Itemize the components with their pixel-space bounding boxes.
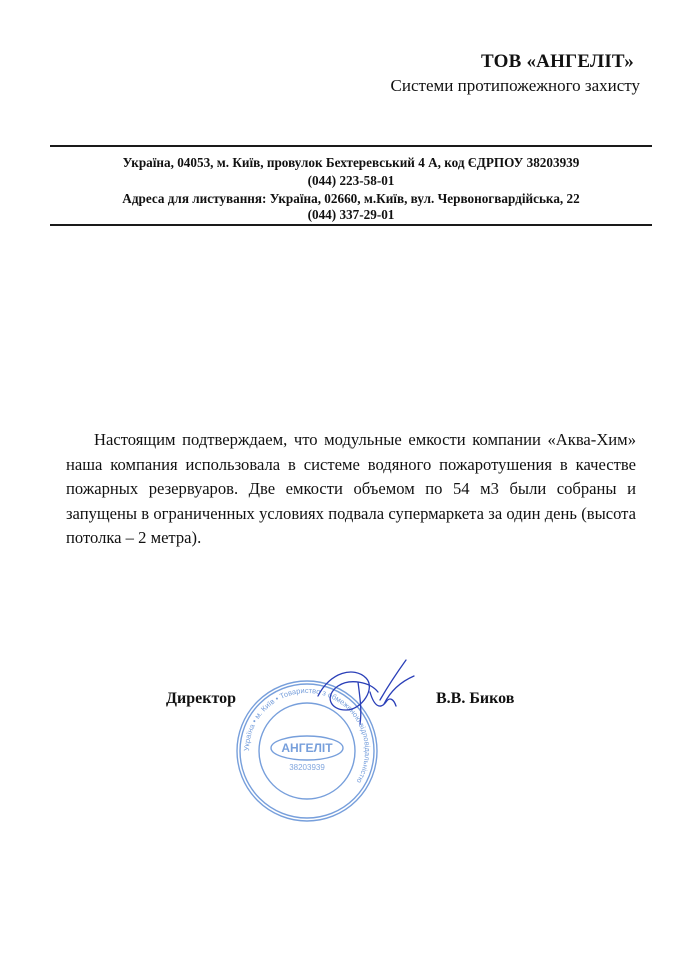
address-phone-2: (044) 337-29-01 (307, 207, 395, 222)
stamp-outer-text: Україна • м. Київ • Товариство з обмеженою відповідальністю (241, 685, 373, 785)
company-name: ТОВ «АНГЕЛІТ» (481, 51, 634, 72)
letter-body: Настоящим подтверждаем, что модульные емкости компании «Аква-Хим» наша компания использовала в системе водяного пожаротушения в качестве пожарных резервуаров. Две емкости объемом по 54 м3 были собраны и запущены в ограниченных условиях подвала супермаркета за один день (высота потолка – 2 метра). (66, 430, 636, 547)
address-phone-1: (044) 223-58-01 (307, 173, 395, 188)
company-subtitle: Системи протипожежного захисту (390, 76, 640, 95)
director-signature (310, 652, 420, 732)
header-rule-top (50, 145, 652, 147)
stamp-code-text: 38203939 (289, 763, 325, 772)
header-rule-bottom (50, 224, 652, 226)
signatory-name: В.В. Биков (436, 690, 515, 707)
signatory-title: Директор (166, 690, 236, 707)
address-line-legal: Україна, 04053, м. Київ, провулок Бехтеревський 4 А, код ЄДРПОУ 38203939 (122, 155, 580, 170)
address-line-postal: Адреса для листування: Україна, 02660, м.Київ, вул. Червоногвардійська, 22 (122, 191, 580, 206)
stamp-center-text: АНГЕЛІТ (281, 741, 333, 755)
